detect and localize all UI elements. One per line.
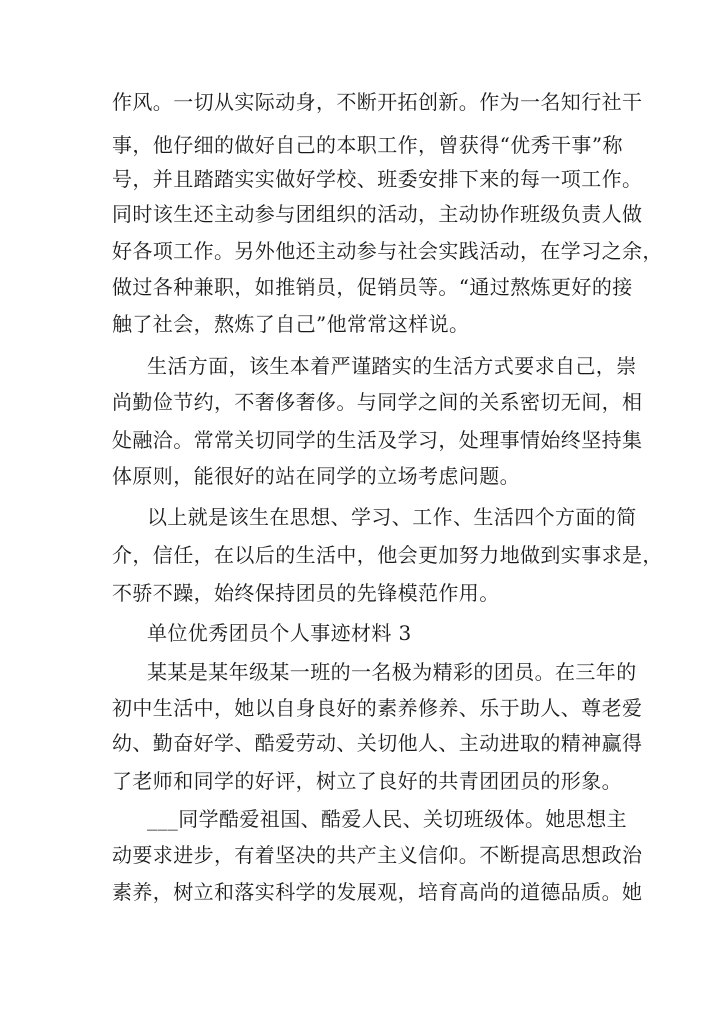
- text-line: 素养，树立和落实科学的发展观，培育高尚的道德品质。她: [112, 880, 643, 904]
- paragraph-start-line: 生活方面，该生本着严谨踏实的生活方式要求自己，崇: [147, 354, 637, 378]
- paragraph-start-line: 以上就是该生在思想、学习、工作、生活四个方面的简: [147, 505, 637, 529]
- paragraph-start-line: ___同学酷爱祖国、酷爱人民、关切班级体。她思想主: [147, 807, 627, 831]
- text-line: 触了社会，熬炼了自己”他常常这样说。: [112, 312, 470, 336]
- text-line: 同时该生还主动参与团组织的活动，主动协作班级负责人做: [112, 202, 643, 226]
- text-line: 处融洽。常常关切同学的生活及学习，处理事情始终坚持集: [112, 428, 643, 452]
- text-line: 动要求进步，有着坚决的共产主义信仰。不断提高思想政治: [112, 843, 643, 867]
- text-line: 了老师和同学的好评，树立了良好的共青团团员的形象。: [112, 769, 622, 793]
- text-line: 好各项工作。另外他还主动参与社会实践活动，在学习之余，: [112, 239, 663, 263]
- text-line: 不骄不躁，始终保持团员的先锋模范作用。: [112, 581, 500, 605]
- text-line: 作风。一切从实际动身，不断开拓创新。作为一名知行社干: [112, 90, 643, 114]
- text-line: 做过各种兼职，如推销员，促销员等。“通过熬炼更好的接: [112, 275, 633, 299]
- paragraph-start-line: 某某是某年级某一班的一名极为精彩的团员。在三年的: [147, 660, 637, 684]
- text-line: 幼、勤奋好学、酷爱劳动、关切他人、主动进取的精神赢得: [112, 731, 643, 755]
- section-heading: 单位优秀团员个人事迹材料 3: [147, 621, 412, 645]
- text-line: 事，他仔细的做好自己的本职工作，曾获得“优秀干事”称: [112, 133, 623, 157]
- text-line: 介，信任，在以后的生活中，他会更加努力地做到实事求是，: [112, 543, 663, 567]
- text-line: 体原则，能很好的站在同学的立场考虑问题。: [112, 464, 520, 488]
- text-line: 初中生活中，她以自身良好的素养修养、乐于助人、尊老爱: [112, 696, 643, 720]
- text-line: 尚勤俭节约，不奢侈奢侈。与同学之间的关系密切无间，相: [112, 390, 643, 414]
- text-line: 号，并且踏踏实实做好学校、班委安排下来的每一项工作。: [112, 167, 643, 191]
